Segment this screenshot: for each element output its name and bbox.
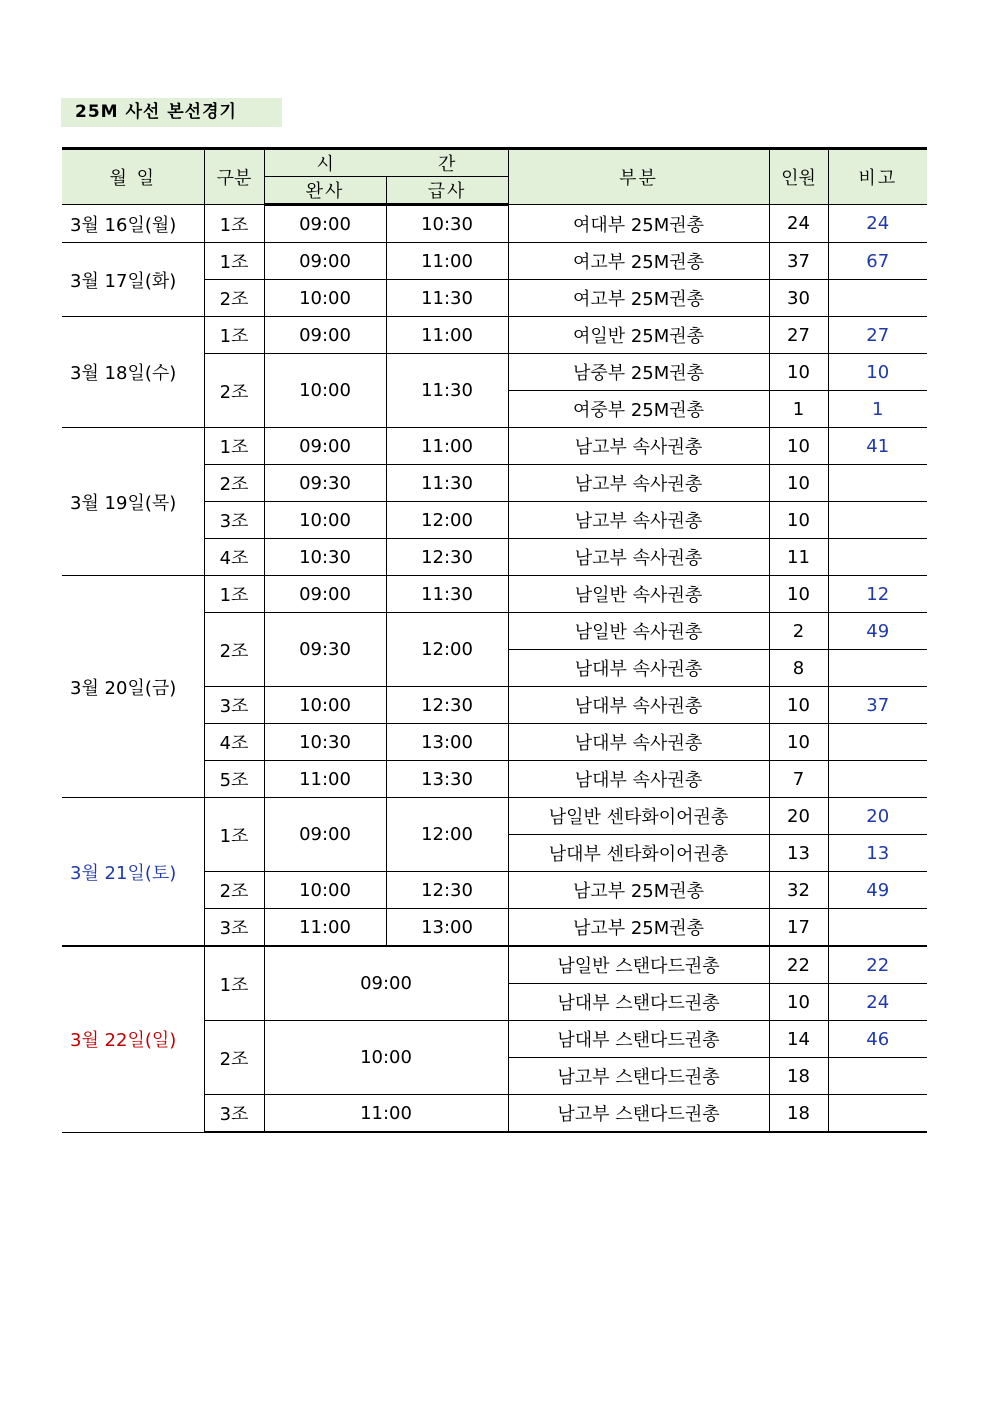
division-cell: 남대부 스탠다드권총 [508,984,769,1021]
count-cell: 7 [769,761,828,798]
division-cell: 여대부 25M권총 [508,205,769,243]
division-cell: 남대부 스탠다드권총 [508,1021,769,1058]
division-cell: 남대부 속사권총 [508,687,769,724]
header-note: 비고 [828,149,927,205]
date-cell: 3월 17일(화) [62,243,204,317]
division-cell: 남고부 25M권총 [508,909,769,947]
note-cell: 49 [828,613,927,650]
note-cell [828,539,927,576]
division-cell: 여고부 25M권총 [508,280,769,317]
count-cell: 24 [769,205,828,243]
practice-time-cell: 09:30 [264,465,386,502]
practice-time-cell: 10:00 [264,872,386,909]
practice-time-cell: 09:00 [264,576,386,613]
table-row [62,798,927,835]
group-cell: 2조 [204,465,264,502]
practice-time-cell: 10:00 [264,502,386,539]
count-cell: 10 [769,687,828,724]
practice-time-cell: 09:00 [264,798,386,872]
header-division: 부분 [508,149,769,205]
count-cell: 2 [769,613,828,650]
practice-time-cell: 10:00 [264,354,386,428]
header-time-b: 간 [386,149,508,177]
rapid-time-cell: 11:30 [386,354,508,428]
note-cell: 37 [828,687,927,724]
date-cell: 3월 22일(일) [62,946,204,1132]
note-cell: 20 [828,798,927,835]
group-cell: 2조 [204,613,264,687]
group-cell: 3조 [204,687,264,724]
date-cell: 3월 18일(수) [62,317,204,428]
practice-time-cell: 11:00 [264,761,386,798]
count-cell: 10 [769,428,828,465]
division-cell: 남고부 속사권총 [508,465,769,502]
table-row [62,317,927,354]
count-cell: 18 [769,1058,828,1095]
table-row [62,576,927,613]
division-cell: 남고부 스탠다드권총 [508,1095,769,1133]
rapid-time-cell: 11:00 [386,243,508,280]
count-cell: 18 [769,1095,828,1133]
rapid-time-cell: 12:30 [386,687,508,724]
count-cell: 10 [769,465,828,502]
division-cell: 남일반 센타화이어권총 [508,798,769,835]
count-cell: 17 [769,909,828,947]
practice-time-cell: 09:00 [264,317,386,354]
group-cell: 1조 [204,205,264,243]
division-cell: 남일반 속사권총 [508,613,769,650]
group-cell: 1조 [204,317,264,354]
count-cell: 10 [769,354,828,391]
division-cell: 남고부 속사권총 [508,428,769,465]
division-cell: 여일반 25M권총 [508,317,769,354]
practice-time-cell: 10:00 [264,280,386,317]
division-cell: 남대부 속사권총 [508,761,769,798]
group-cell: 2조 [204,354,264,428]
division-cell: 남일반 속사권총 [508,576,769,613]
practice-time-cell: 09:00 [264,243,386,280]
note-cell [828,724,927,761]
note-cell: 41 [828,428,927,465]
note-cell: 13 [828,835,927,872]
note-cell: 22 [828,946,927,984]
rapid-time-cell: 13:30 [386,761,508,798]
count-cell: 22 [769,946,828,984]
date-cell: 3월 20일(금) [62,576,204,798]
division-cell: 남고부 스탠다드권총 [508,1058,769,1095]
group-cell: 1조 [204,243,264,280]
note-cell: 10 [828,354,927,391]
practice-time-cell: 09:30 [264,613,386,687]
group-cell: 1조 [204,576,264,613]
count-cell: 10 [769,576,828,613]
division-cell: 여고부 25M권총 [508,243,769,280]
group-cell: 3조 [204,909,264,947]
count-cell: 30 [769,280,828,317]
note-cell: 24 [828,205,927,243]
division-cell: 남대부 센타화이어권총 [508,835,769,872]
note-cell [828,1095,927,1133]
rapid-time-cell: 11:00 [386,317,508,354]
count-cell: 8 [769,650,828,687]
group-cell: 1조 [204,798,264,872]
note-cell: 1 [828,391,927,428]
date-cell: 3월 21일(토) [62,798,204,947]
note-cell [828,761,927,798]
time-cell: 10:00 [264,1021,508,1095]
table-row [62,428,927,465]
note-cell: 49 [828,872,927,909]
note-cell [828,280,927,317]
group-cell: 5조 [204,761,264,798]
rapid-time-cell: 10:30 [386,205,508,243]
group-cell: 2조 [204,1021,264,1095]
note-cell: 27 [828,317,927,354]
rapid-time-cell: 13:00 [386,909,508,947]
rapid-time-cell: 12:00 [386,502,508,539]
practice-time-cell: 09:00 [264,205,386,243]
time-cell: 11:00 [264,1095,508,1133]
count-cell: 1 [769,391,828,428]
header-practice: 완사 [264,177,386,205]
group-cell: 3조 [204,502,264,539]
note-cell: 24 [828,984,927,1021]
count-cell: 10 [769,984,828,1021]
rapid-time-cell: 11:00 [386,428,508,465]
note-cell [828,502,927,539]
practice-time-cell: 10:30 [264,724,386,761]
division-cell: 남고부 속사권총 [508,502,769,539]
group-cell: 2조 [204,872,264,909]
header-rapid: 급사 [386,177,508,205]
rapid-time-cell: 11:30 [386,465,508,502]
count-cell: 27 [769,317,828,354]
division-cell: 남대부 속사권총 [508,650,769,687]
note-cell: 12 [828,576,927,613]
rapid-time-cell: 11:30 [386,280,508,317]
practice-time-cell: 11:00 [264,909,386,947]
note-cell: 46 [828,1021,927,1058]
count-cell: 13 [769,835,828,872]
count-cell: 10 [769,724,828,761]
section-title: 25M 사선 본선경기 [61,98,282,127]
group-cell: 1조 [204,428,264,465]
header-count: 인원 [769,149,828,205]
header-date: 월 일 [62,149,204,205]
count-cell: 37 [769,243,828,280]
count-cell: 20 [769,798,828,835]
rapid-time-cell: 12:00 [386,798,508,872]
rapid-time-cell: 11:30 [386,576,508,613]
header-group: 구분 [204,149,264,205]
count-cell: 32 [769,872,828,909]
division-cell: 남고부 25M권총 [508,872,769,909]
rapid-time-cell: 12:30 [386,539,508,576]
time-cell: 09:00 [264,946,508,1021]
division-cell: 남고부 속사권총 [508,539,769,576]
header-time-a: 시 [264,149,386,177]
table-row [62,946,927,984]
rapid-time-cell: 13:00 [386,724,508,761]
count-cell: 10 [769,502,828,539]
group-cell: 4조 [204,724,264,761]
count-cell: 11 [769,539,828,576]
division-cell: 남대부 속사권총 [508,724,769,761]
note-cell: 67 [828,243,927,280]
division-cell: 여중부 25M권총 [508,391,769,428]
note-cell [828,465,927,502]
group-cell: 1조 [204,946,264,1021]
table-row [62,243,927,280]
count-cell: 14 [769,1021,828,1058]
table-row [62,205,927,243]
group-cell: 4조 [204,539,264,576]
note-cell [828,650,927,687]
rapid-time-cell: 12:00 [386,613,508,687]
group-cell: 3조 [204,1095,264,1133]
date-cell: 3월 19일(목) [62,428,204,576]
group-cell: 2조 [204,280,264,317]
practice-time-cell: 10:00 [264,687,386,724]
division-cell: 남중부 25M권총 [508,354,769,391]
division-cell: 남일반 스탠다드권총 [508,946,769,984]
note-cell [828,909,927,947]
practice-time-cell: 09:00 [264,428,386,465]
schedule-table [62,147,927,1133]
rapid-time-cell: 12:30 [386,872,508,909]
date-cell: 3월 16일(월) [62,205,204,243]
practice-time-cell: 10:30 [264,539,386,576]
note-cell [828,1058,927,1095]
header-row [62,149,927,177]
